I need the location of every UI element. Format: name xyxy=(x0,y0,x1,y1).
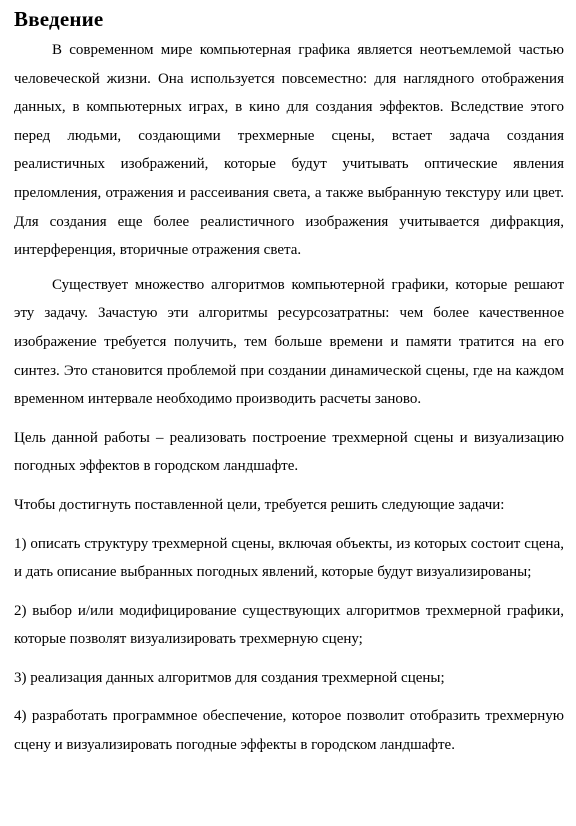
intro-paragraph-1: В современном мире компьютерная графика является неотъемлемой частью человеческой жизни. Она используется повсеместно: для наглядного отображения данных, в компьютерных играх, в кино для создания эффектов. Вследствие этого перед людьми, создающими трехмерные сцены, встает задача создания реалистичных изображений, которые будут учитывать оптические явления преломления, отражения и рассеивания света, а также выбранную текстуру или цвет. Для создания еще более реалистичного изображения учитывается дифракция, интерференция, вторичные отражения света. xyxy=(14,42,564,259)
tasks-intro-paragraph: Чтобы достигнуть поставленной цели, требуется решить следующие задачи: xyxy=(14,496,505,513)
task-item-3: 3) реализация данных алгоритмов для создания трехмерной сцены; xyxy=(14,669,445,686)
intro-paragraph-2: Существует множество алгоритмов компьютерной графики, которые решают эту задачу. Зачастую эти алгоритмы ресурсозатратны: чем более качественное изображение требуется получить, тем больше времени и памяти тратится на его синтез. Это становится проблемой при создании динамической сцены, где на каждом временном интервале необходимо производить расчеты заново. xyxy=(14,276,564,408)
task-item-1: 1) описать структуру трехмерной сцены, включая объекты, из которых состоит сцена, и дать описание выбранных погодных явлений, которые будут визуализированы; xyxy=(14,535,564,581)
task-item-2: 2) выбор и/или модифицирование существующих алгоритмов трехмерной графики, которые позволят визуализировать трехмерную сцену; xyxy=(14,602,564,648)
task-item-4: 4) разработать программное обеспечение, которое позволит отобразить трехмерную сцену и визуализировать погодные эффекты в городском ландшафте. xyxy=(14,708,564,754)
section-heading: Введение xyxy=(14,7,104,31)
goal-paragraph: Цель данной работы – реализовать построение трехмерной сцены и визуализацию погодных эффектов в городском ландшафте. xyxy=(14,429,564,475)
